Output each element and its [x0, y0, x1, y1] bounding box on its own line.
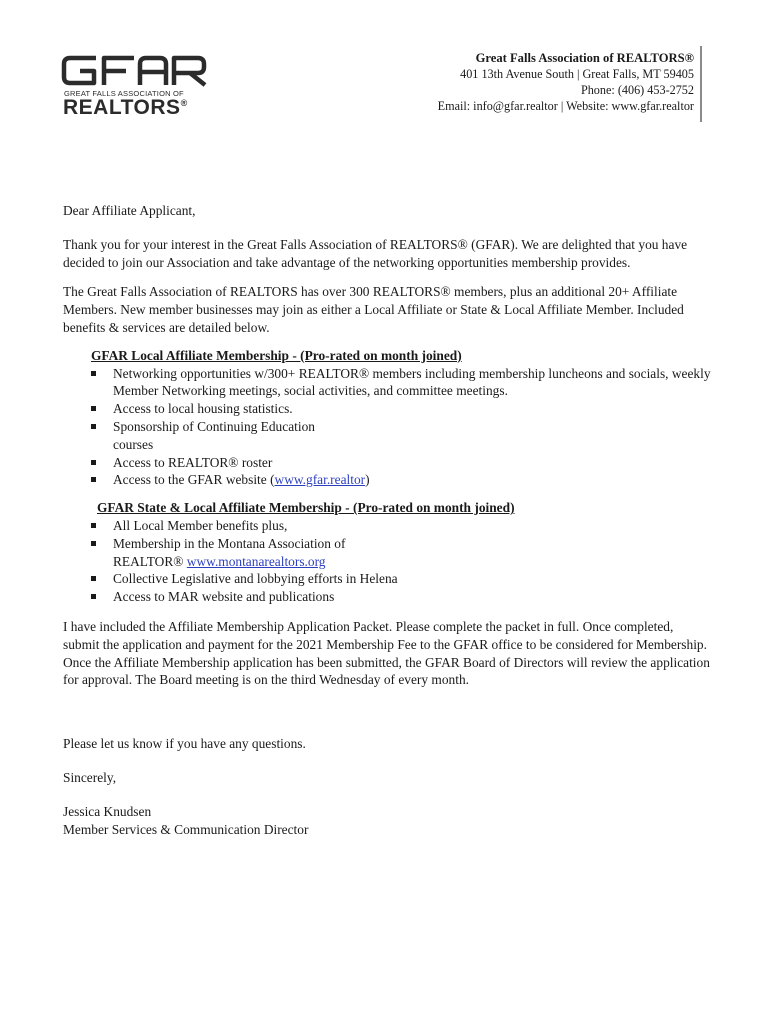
logo-subtitle: GREAT FALLS ASSOCIATION OF — [64, 89, 184, 98]
list-item: Access to the GFAR website (www.gfar.realtor) — [113, 471, 711, 489]
local-benefits-list — [63, 365, 711, 490]
list-item: Access to MAR website and publications — [113, 588, 711, 606]
logo-wordmark: REALTORS® — [63, 96, 188, 119]
letterhead-contact — [438, 50, 694, 114]
instructions-paragraph: I have included the Affiliate Membership Application Packet. Please complete the packet in full. Once completed, submit the application and payment for the 2021 Membership Fee to the GFAR office to be considered for Membership. Once the Affiliate Membership application has been submitted, the GFAR Board of Directors will review the application for approval. The Board meeting is on the third Wednesday of every month. — [63, 618, 710, 688]
signoff: Sincerely, — [63, 769, 117, 785]
gfar-website-link[interactable]: www.gfar.realtor — [274, 472, 366, 488]
org-phone: Phone: (406) 453-2752 — [580, 83, 694, 97]
header-divider — [700, 46, 702, 122]
list-item: Membership in the Montana Association of REALTOR® www.montanarealtors.org — [113, 535, 711, 571]
state-membership-title: GFAR State & Local Affiliate Membership - (Pro-rated on month joined) — [97, 500, 515, 516]
list-item: Access to local housing statistics. — [113, 400, 711, 418]
list-item: Access to REALTOR® roster — [113, 454, 711, 472]
list-item: Networking opportunities w/300+ REALTOR® members including membership luncheons and socials, weekly Member Networking meetings, social activities, and committee meetings. — [113, 365, 711, 399]
letter-body — [63, 202, 711, 838]
questions-line: Please let us know if you have any questions. — [63, 736, 306, 752]
org-email-website: Email: info@gfar.realtor | Website: www.gfar.realtor — [437, 99, 694, 113]
list-item: Sponsorship of Continuing Education courses — [113, 418, 711, 454]
state-benefits-list — [63, 517, 711, 606]
overview-paragraph: The Great Falls Association of REALTORS has over 300 REALTORS® members, plus an additional 20+ Affiliate Members. New member businesses may join as either a Local Affiliate or State & Local Affiliate Member. Included benefits & services are detailed below. — [63, 284, 684, 335]
intro-paragraph: Thank you for your interest in the Great Falls Association of REALTORS® (GFAR). We are delighted that you have decided to join our Association and take advantage of the networking opportunities membership provides. — [63, 236, 688, 270]
signer-name: Jessica Knudsen — [63, 803, 152, 819]
list-item: Collective Legislative and lobbying efforts in Helena — [113, 570, 711, 588]
salutation: Dear Affiliate Applicant, — [63, 203, 196, 218]
org-name: Great Falls Association of REALTORS® — [475, 51, 694, 65]
local-membership-title: GFAR Local Affiliate Membership - (Pro-rated on month joined) — [91, 347, 462, 363]
org-address: 401 13th Avenue South | Great Falls, MT 59405 — [460, 67, 694, 81]
gfar-logo-mark — [60, 52, 210, 88]
montana-realtors-link[interactable]: www.montanarealtors.org — [186, 553, 326, 569]
signer-title: Member Services & Communication Director — [63, 821, 309, 837]
list-item: All Local Member benefits plus, — [113, 517, 711, 535]
gfar-logo — [60, 52, 220, 118]
